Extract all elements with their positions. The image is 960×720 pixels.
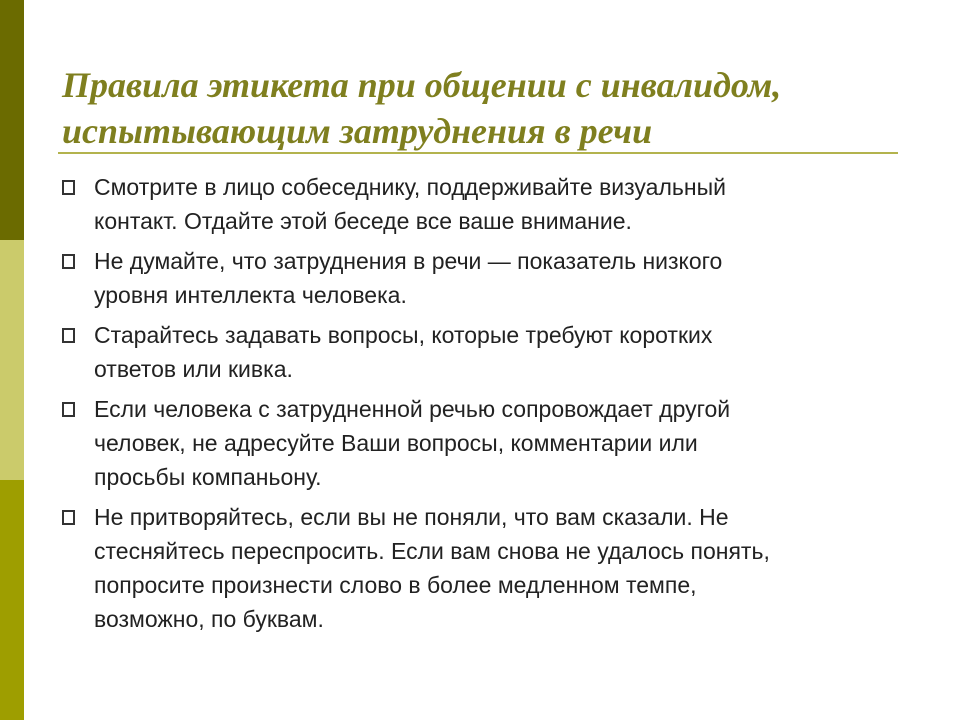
square-bullet-icon [62, 402, 75, 417]
square-bullet-icon [62, 328, 75, 343]
bullet-text-line: человек, не адресуйте Ваши вопросы, комментарии или [94, 430, 698, 456]
square-bullet-icon [62, 180, 75, 195]
bullet-item-5 [60, 500, 910, 636]
bullet-item-4 [60, 392, 910, 494]
bullet-text-line: Не притворяйтесь, если вы не поняли, что вам сказали. Не [94, 504, 729, 530]
side-bar-top [0, 0, 24, 240]
bullet-list [60, 170, 910, 642]
square-bullet-icon [62, 510, 75, 525]
slide-title-line-2: испытывающим затруднения в речи [62, 111, 653, 151]
bullet-text-line: Смотрите в лицо собеседнику, поддерживайте визуальный [94, 174, 726, 200]
bullet-text-line: уровня интеллекта человека. [94, 282, 407, 308]
title-divider [58, 152, 898, 154]
bullet-item-3 [60, 318, 910, 386]
side-bar-middle [0, 240, 24, 480]
bullet-text-line: ответов или кивка. [94, 356, 293, 382]
bullet-item-1 [60, 170, 910, 238]
slide-title-line-1: Правила этикета при общении с инвалидом, [62, 65, 782, 105]
bullet-text-line: контакт. Отдайте этой беседе все ваше внимание. [94, 208, 632, 234]
slide-title [62, 62, 922, 154]
bullet-text-line: просьбы компаньону. [94, 464, 322, 490]
square-bullet-icon [62, 254, 75, 269]
bullet-text-line: возможно, по буквам. [94, 606, 324, 632]
bullet-text-line: Старайтесь задавать вопросы, которые требуют коротких [94, 322, 713, 348]
side-bar-bottom [0, 480, 24, 720]
bullet-text-line: стесняйтесь переспросить. Если вам снова не удалось понять, [94, 538, 770, 564]
bullet-item-2 [60, 244, 910, 312]
bullet-text-line: Если человека с затрудненной речью сопровождает другой [94, 396, 731, 422]
bullet-text-line: попросите произнести слово в более медленном темпе, [94, 572, 697, 598]
bullet-text-line: Не думайте, что затруднения в речи — показатель низкого [94, 248, 723, 274]
